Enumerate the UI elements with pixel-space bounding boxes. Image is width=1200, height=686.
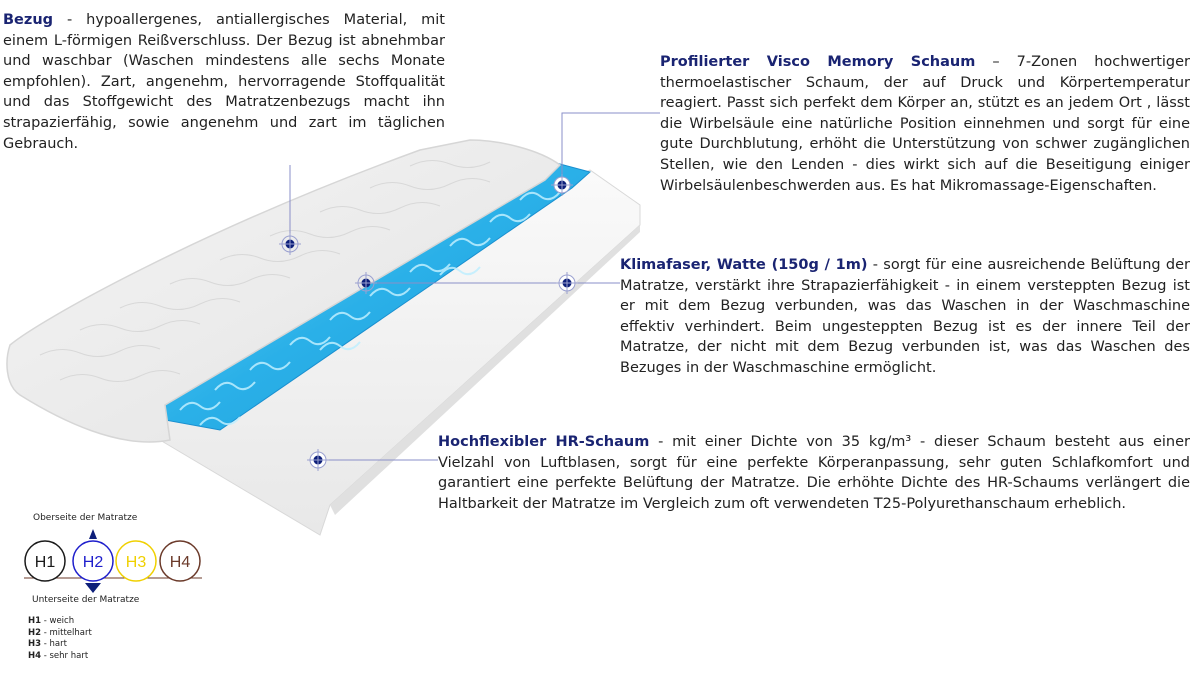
hardness-item: H3 - hart xyxy=(28,639,67,650)
hardness-list xyxy=(28,616,92,662)
feature-text: - mit einer Dichte von 35 kg/m³ - dieser Schaum besteht aus einer Vielzahl von Luftblasen, sorgt für eine perfekte Körperanpassung, sehr guten Schlafkomfort und garantiert eine perfekte Belüftung der Matratze. Die erhöhte Dichte des HR-Schaums verlängert die Haltbarkeit der Matratze im Vergleich zum oft verwendeten T25-Polyurethanschaum erheblich. xyxy=(438,434,1190,512)
feature-text: - sorgt für eine ausreichende Belüftung der Matratze, verstärkt ihre Strapazierfähigkeit - in einem versteppten Bezug ist er mit dem Bezug verbunden, was das Waschen in der Waschmaschine effektiv verhindert. Beim ungesteppten Bezug ist es der innere Teil der Matratze, der nicht mit dem Bezug verbunden ist, was das Waschen des Bezuges in der Waschmaschine ermöglicht. xyxy=(620,257,1191,376)
hardness-circle-h2 xyxy=(73,541,113,581)
hardness-circle-h1 xyxy=(25,541,65,581)
hardness-circle-h3 xyxy=(116,541,156,581)
hardness-item: H4 - sehr hart xyxy=(28,650,89,661)
hardness-circle-label: H2 xyxy=(82,554,104,571)
feature-title: Hochflexibler HR-Schaum xyxy=(438,434,650,450)
legend-bottom-caption: Unterseite der Matratze xyxy=(32,595,140,605)
hardness-circle-h4 xyxy=(160,541,200,581)
hardness-circle-label: H4 xyxy=(169,554,191,571)
hardness-item: H2 - mittelhart xyxy=(28,627,92,638)
feature-title: Klimafaser, Watte (150g / 1m) xyxy=(620,257,868,273)
feature-visco xyxy=(660,52,1190,196)
feature-klima xyxy=(620,255,1190,379)
hardness-circle-label: H1 xyxy=(34,554,56,571)
hardness-legend xyxy=(24,529,202,593)
feature-text: – 7-Zonen hochwertiger thermoelastischer Schaum, der auf Druck und Körpertemperatur reagiert. Passt sich perfekt dem Körper an, stützt es an jedem Ort , lässt die Wirbelsäule eine natürliche Position einnehmen und sorgt für eine gute Durchblutung, erhöht die Unterstützung von schwer zugänglichen Stellen, wie den Lenden - dies wirkt sich auf die Beseitigung einiger Wirbelsäulenbeschwerden aus. Es hat Mikromassage-Eigenschaften. xyxy=(660,54,1190,194)
arrow-down-icon xyxy=(85,583,101,593)
hardness-circle-label: H3 xyxy=(125,554,147,571)
feature-text: - hypoallergenes, antiallergisches Material, mit einem L-förmigen Reißverschluss. Der Bezug ist abnehmbar und waschbar (Waschen mindestens alle sechs Monate empfohlen). Zart, angenehm, hervorragende Stoffqualität und das Stoffgewicht des Matratzenbezugs macht ihn strapazierfähig, sowie angenehm und zart im täglichen Gebrauch. xyxy=(3,12,445,152)
hardness-item: H1 - weich xyxy=(28,616,75,626)
feature-title: Bezug xyxy=(3,12,54,28)
feature-bezug xyxy=(3,10,445,154)
feature-hr-schaum xyxy=(438,432,1190,514)
legend-top-caption: Oberseite der Matratze xyxy=(33,513,138,523)
arrow-up-icon xyxy=(89,529,97,539)
feature-title: Profilierter Visco Memory Schaum xyxy=(660,54,976,70)
